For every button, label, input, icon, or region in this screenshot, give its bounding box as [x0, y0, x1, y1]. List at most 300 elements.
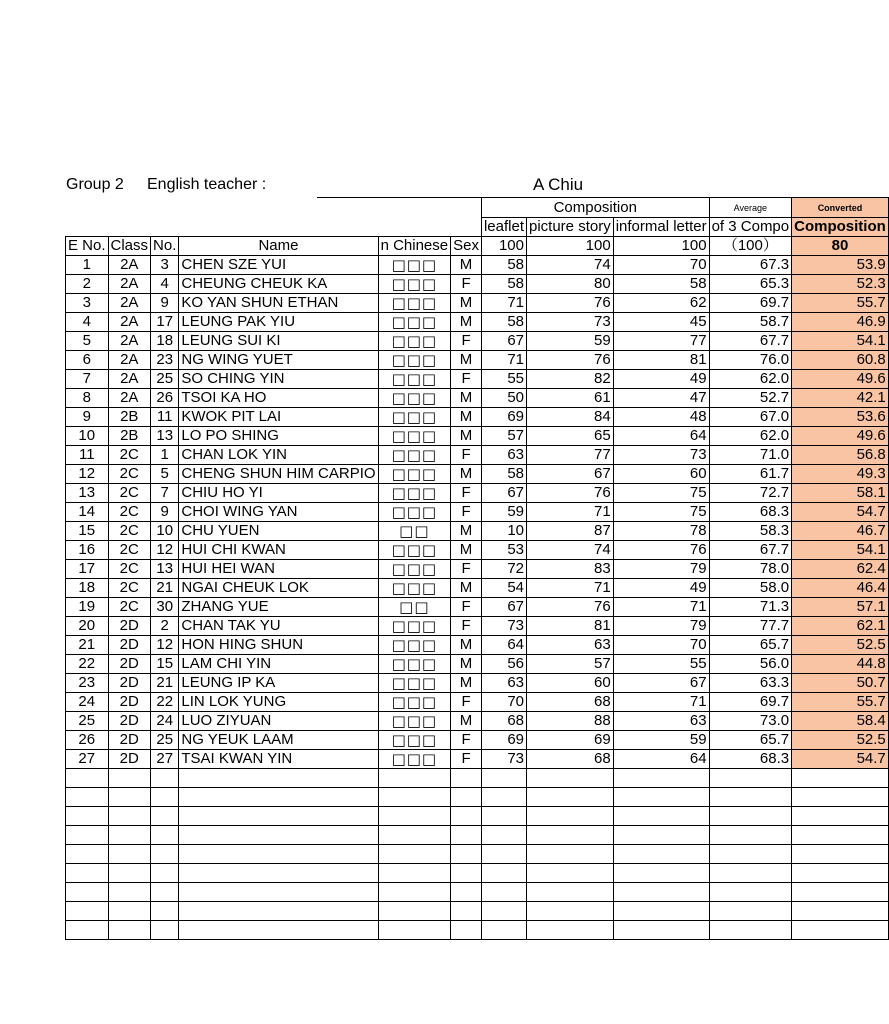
empty-cell [451, 788, 482, 807]
cell-informal-letter: 70 [613, 636, 709, 655]
cell-informal-letter: 75 [613, 503, 709, 522]
cell-average: 58.0 [709, 579, 792, 598]
cell-eno: 7 [66, 370, 109, 389]
cell-eno: 6 [66, 351, 109, 370]
cell-class: 2A [108, 275, 151, 294]
cell-average: 63.3 [709, 674, 792, 693]
cell-average: 78.0 [709, 560, 792, 579]
cell-chinese-name: □□□ [378, 541, 451, 560]
cell-informal-letter: 81 [613, 351, 709, 370]
cell-class: 2D [108, 731, 151, 750]
cell-name: SO CHING YIN [179, 370, 378, 389]
cell-name: NGAI CHEUK LOK [179, 579, 378, 598]
teacher-label: English teacher : [147, 176, 267, 193]
cell-picture-story: 71 [527, 579, 614, 598]
empty-cell [108, 921, 151, 940]
empty-cell [792, 845, 889, 864]
cell-leaflet: 72 [481, 560, 526, 579]
cell-informal-letter: 78 [613, 522, 709, 541]
cell-class: 2A [108, 389, 151, 408]
cell-sex: F [451, 332, 482, 351]
cell-average: 68.3 [709, 503, 792, 522]
cell-leaflet: 70 [481, 693, 526, 712]
cell-class: 2C [108, 503, 151, 522]
cell-chinese-name: □□□ [378, 389, 451, 408]
empty-cell [527, 826, 614, 845]
cell-name: LEUNG IP KA [179, 674, 378, 693]
cell-picture-story: 76 [527, 351, 614, 370]
header-row-1 [66, 198, 889, 218]
empty-cell [378, 826, 451, 845]
cell-name: TSOI KA HO [179, 389, 378, 408]
cell-informal-letter: 75 [613, 484, 709, 503]
empty-cell [108, 902, 151, 921]
cell-sex: M [451, 351, 482, 370]
cell-class: 2D [108, 750, 151, 769]
cell-average: 68.3 [709, 750, 792, 769]
cell-chinese-name: □□□ [378, 465, 451, 484]
cell-informal-letter: 48 [613, 408, 709, 427]
cell-converted: 60.8 [792, 351, 889, 370]
cell-no: 10 [151, 522, 179, 541]
cell-leaflet: 57 [481, 427, 526, 446]
cell-name: ZHANG YUE [179, 598, 378, 617]
cell-informal-letter: 70 [613, 256, 709, 275]
empty-cell [481, 864, 526, 883]
cell-class: 2D [108, 617, 151, 636]
cell-name: HUI CHI KWAN [179, 541, 378, 560]
cell-average: 67.7 [709, 541, 792, 560]
cell-leaflet: 56 [481, 655, 526, 674]
cell-leaflet: 58 [481, 275, 526, 294]
cell-picture-story: 68 [527, 750, 614, 769]
cell-converted: 50.7 [792, 674, 889, 693]
empty-cell [66, 769, 109, 788]
cell-sex: F [451, 503, 482, 522]
cell-converted: 54.1 [792, 332, 889, 351]
cell-class: 2A [108, 256, 151, 275]
cell-name: LIN LOK YUNG [179, 693, 378, 712]
table-row [66, 617, 889, 636]
cell-picture-story: 65 [527, 427, 614, 446]
cell-informal-letter: 60 [613, 465, 709, 484]
empty-cell [108, 807, 151, 826]
teacher-underline [317, 197, 665, 198]
empty-cell [451, 826, 482, 845]
empty-cell [66, 826, 109, 845]
cell-class: 2D [108, 693, 151, 712]
cell-informal-letter: 63 [613, 712, 709, 731]
cell-class: 2A [108, 332, 151, 351]
cell-eno: 2 [66, 275, 109, 294]
empty-cell [451, 902, 482, 921]
picture-story-header: picture story [527, 218, 614, 237]
empty-cell [179, 845, 378, 864]
empty-cell [527, 883, 614, 902]
cell-leaflet: 63 [481, 674, 526, 693]
empty-cell [527, 845, 614, 864]
empty-cell [709, 769, 792, 788]
sheet-title-row [66, 176, 666, 196]
cell-converted: 49.6 [792, 370, 889, 389]
cell-leaflet: 58 [481, 465, 526, 484]
cell-class: 2A [108, 351, 151, 370]
class-header: Class [108, 237, 151, 256]
empty-row [66, 807, 889, 826]
cell-no: 9 [151, 503, 179, 522]
eno-header: E No. [66, 237, 109, 256]
cell-converted: 56.8 [792, 446, 889, 465]
cell-converted: 49.6 [792, 427, 889, 446]
empty-cell [527, 769, 614, 788]
cell-eno: 24 [66, 693, 109, 712]
empty-cell [151, 769, 179, 788]
empty-cell [792, 807, 889, 826]
empty-cell [527, 902, 614, 921]
cell-sex: F [451, 750, 482, 769]
empty-cell [108, 826, 151, 845]
empty-cell [151, 921, 179, 940]
empty-cell [792, 788, 889, 807]
empty-cell [66, 902, 109, 921]
cell-sex: M [451, 674, 482, 693]
picture-story-max: 100 [527, 237, 614, 256]
cell-converted: 52.5 [792, 731, 889, 750]
cell-no: 4 [151, 275, 179, 294]
name-header: Name [179, 237, 378, 256]
cell-converted: 52.3 [792, 275, 889, 294]
cell-sex: M [451, 465, 482, 484]
cell-average: 52.7 [709, 389, 792, 408]
empty-cell [108, 864, 151, 883]
cell-converted: 42.1 [792, 389, 889, 408]
empty-cell [451, 807, 482, 826]
cell-converted: 54.7 [792, 750, 889, 769]
cell-sex: F [451, 731, 482, 750]
cell-leaflet: 53 [481, 541, 526, 560]
cell-no: 17 [151, 313, 179, 332]
cell-chinese-name: □□□ [378, 275, 451, 294]
cell-name: LEUNG PAK YIU [179, 313, 378, 332]
cell-converted: 46.9 [792, 313, 889, 332]
empty-cell [792, 864, 889, 883]
empty-cell [481, 921, 526, 940]
cell-informal-letter: 59 [613, 731, 709, 750]
cell-sex: M [451, 541, 482, 560]
cell-no: 23 [151, 351, 179, 370]
cell-leaflet: 71 [481, 294, 526, 313]
cell-name: CHAN TAK YU [179, 617, 378, 636]
cell-no: 30 [151, 598, 179, 617]
cell-class: 2A [108, 370, 151, 389]
cell-no: 18 [151, 332, 179, 351]
cell-chinese-name: □□□ [378, 579, 451, 598]
cell-chinese-name: □□□ [378, 636, 451, 655]
empty-cell [66, 807, 109, 826]
cell-informal-letter: 71 [613, 693, 709, 712]
cell-converted: 53.9 [792, 256, 889, 275]
cell-converted: 52.5 [792, 636, 889, 655]
table-row [66, 712, 889, 731]
cell-leaflet: 71 [481, 351, 526, 370]
cell-average: 73.0 [709, 712, 792, 731]
cell-eno: 4 [66, 313, 109, 332]
empty-cell [66, 788, 109, 807]
cell-sex: F [451, 693, 482, 712]
table-row [66, 351, 889, 370]
empty-cell [709, 826, 792, 845]
empty-cell [613, 788, 709, 807]
cell-name: NG YEUK LAAM [179, 731, 378, 750]
table-row [66, 370, 889, 389]
converted-max: 80 [792, 237, 889, 256]
table-row [66, 598, 889, 617]
cell-class: 2D [108, 636, 151, 655]
cell-leaflet: 69 [481, 408, 526, 427]
of3compo-header: of 3 Compo [709, 218, 792, 237]
cell-average: 77.7 [709, 617, 792, 636]
empty-cell [481, 883, 526, 902]
empty-cell [378, 902, 451, 921]
cell-picture-story: 60 [527, 674, 614, 693]
cell-informal-letter: 49 [613, 579, 709, 598]
empty-row [66, 788, 889, 807]
cell-class: 2D [108, 674, 151, 693]
average-max: （100） [709, 237, 792, 256]
empty-cell [481, 845, 526, 864]
cell-chinese-name: □□□ [378, 370, 451, 389]
cell-chinese-name: □□□ [378, 503, 451, 522]
table-row [66, 465, 889, 484]
cell-eno: 9 [66, 408, 109, 427]
cell-class: 2C [108, 465, 151, 484]
empty-cell [709, 845, 792, 864]
cell-no: 21 [151, 674, 179, 693]
cell-name: HON HING SHUN [179, 636, 378, 655]
table-row [66, 484, 889, 503]
cell-no: 7 [151, 484, 179, 503]
cell-converted: 54.7 [792, 503, 889, 522]
cell-average: 67.3 [709, 256, 792, 275]
cell-no: 25 [151, 370, 179, 389]
cell-leaflet: 59 [481, 503, 526, 522]
table-row [66, 294, 889, 313]
cell-eno: 3 [66, 294, 109, 313]
cell-average: 76.0 [709, 351, 792, 370]
table-row [66, 541, 889, 560]
empty-row [66, 883, 889, 902]
empty-cell [451, 845, 482, 864]
cell-informal-letter: 64 [613, 750, 709, 769]
cell-leaflet: 50 [481, 389, 526, 408]
empty-cell [179, 864, 378, 883]
cell-no: 11 [151, 408, 179, 427]
cell-name: CHEN SZE YUI [179, 256, 378, 275]
informal-letter-max: 100 [613, 237, 709, 256]
cell-chinese-name: □□□ [378, 294, 451, 313]
empty-cell [378, 864, 451, 883]
cell-informal-letter: 45 [613, 313, 709, 332]
empty-cell [481, 769, 526, 788]
empty-cell [151, 807, 179, 826]
cell-sex: M [451, 655, 482, 674]
cell-average: 62.0 [709, 427, 792, 446]
cell-name: NG WING YUET [179, 351, 378, 370]
empty-cell [378, 807, 451, 826]
cell-picture-story: 76 [527, 484, 614, 503]
cell-eno: 23 [66, 674, 109, 693]
cell-sex: M [451, 256, 482, 275]
empty-cell [613, 883, 709, 902]
cell-eno: 14 [66, 503, 109, 522]
cell-leaflet: 73 [481, 750, 526, 769]
cell-sex: M [451, 636, 482, 655]
cell-class: 2C [108, 541, 151, 560]
cell-chinese-name: □□□ [378, 408, 451, 427]
cell-eno: 15 [66, 522, 109, 541]
cell-no: 27 [151, 750, 179, 769]
table-row [66, 503, 889, 522]
cell-name: LO PO SHING [179, 427, 378, 446]
cell-chinese-name: □□□ [378, 560, 451, 579]
cell-class: 2B [108, 408, 151, 427]
cell-picture-story: 80 [527, 275, 614, 294]
cell-leaflet: 73 [481, 617, 526, 636]
cell-converted: 58.4 [792, 712, 889, 731]
cell-informal-letter: 73 [613, 446, 709, 465]
cell-chinese-name: □□□ [378, 693, 451, 712]
table-row [66, 389, 889, 408]
cell-converted: 62.1 [792, 617, 889, 636]
cell-sex: M [451, 294, 482, 313]
cell-informal-letter: 47 [613, 389, 709, 408]
average-group-header: Average [709, 198, 792, 218]
cell-picture-story: 76 [527, 294, 614, 313]
cell-picture-story: 63 [527, 636, 614, 655]
empty-cell [613, 921, 709, 940]
cell-no: 9 [151, 294, 179, 313]
cell-leaflet: 55 [481, 370, 526, 389]
cell-leaflet: 67 [481, 332, 526, 351]
empty-row [66, 845, 889, 864]
table-row [66, 655, 889, 674]
cell-average: 58.7 [709, 313, 792, 332]
cell-informal-letter: 58 [613, 275, 709, 294]
cell-class: 2A [108, 294, 151, 313]
cell-picture-story: 87 [527, 522, 614, 541]
cell-no: 21 [151, 579, 179, 598]
cell-name: LAM CHI YIN [179, 655, 378, 674]
empty-cell [613, 902, 709, 921]
cell-name: CHAN LOK YIN [179, 446, 378, 465]
cell-average: 56.0 [709, 655, 792, 674]
cell-picture-story: 77 [527, 446, 614, 465]
cell-eno: 17 [66, 560, 109, 579]
cell-name: HUI HEI WAN [179, 560, 378, 579]
cell-eno: 21 [66, 636, 109, 655]
cell-sex: F [451, 560, 482, 579]
cell-class: 2A [108, 313, 151, 332]
cell-chinese-name: □□□ [378, 332, 451, 351]
empty-cell [613, 864, 709, 883]
cell-chinese-name: □□□ [378, 313, 451, 332]
cell-picture-story: 71 [527, 503, 614, 522]
cell-sex: M [451, 389, 482, 408]
cell-chinese-name: □□□ [378, 427, 451, 446]
empty-cell [792, 921, 889, 940]
cell-leaflet: 58 [481, 313, 526, 332]
cell-name: CHEUNG CHEUK KA [179, 275, 378, 294]
table-row [66, 522, 889, 541]
table-row [66, 275, 889, 294]
table-row [66, 408, 889, 427]
cell-class: 2C [108, 560, 151, 579]
empty-cell [613, 826, 709, 845]
empty-cell [108, 883, 151, 902]
empty-cell [108, 769, 151, 788]
cell-informal-letter: 67 [613, 674, 709, 693]
cell-leaflet: 58 [481, 256, 526, 275]
empty-cell [179, 902, 378, 921]
cell-leaflet: 10 [481, 522, 526, 541]
cell-chinese-name: □□□ [378, 484, 451, 503]
cell-no: 3 [151, 256, 179, 275]
cell-converted: 44.8 [792, 655, 889, 674]
empty-cell [451, 769, 482, 788]
cell-informal-letter: 79 [613, 617, 709, 636]
cell-name: KO YAN SHUN ETHAN [179, 294, 378, 313]
cell-leaflet: 63 [481, 446, 526, 465]
empty-cell [709, 788, 792, 807]
empty-cell [66, 921, 109, 940]
empty-cell [527, 864, 614, 883]
empty-cell [151, 826, 179, 845]
cell-sex: M [451, 712, 482, 731]
header-row-2 [66, 218, 889, 237]
cell-sex: M [451, 522, 482, 541]
empty-cell [709, 864, 792, 883]
empty-cell [481, 902, 526, 921]
empty-cell [481, 826, 526, 845]
cell-leaflet: 67 [481, 598, 526, 617]
empty-cell [179, 769, 378, 788]
cell-eno: 22 [66, 655, 109, 674]
cell-no: 15 [151, 655, 179, 674]
empty-cell [709, 807, 792, 826]
cell-chinese-name: □□□ [378, 256, 451, 275]
empty-row [66, 769, 889, 788]
empty-cell [179, 788, 378, 807]
empty-cell [66, 883, 109, 902]
cell-chinese-name: □□ [378, 598, 451, 617]
cell-picture-story: 83 [527, 560, 614, 579]
group-label: Group 2 [66, 176, 124, 193]
cell-leaflet: 64 [481, 636, 526, 655]
empty-row [66, 864, 889, 883]
empty-cell [709, 921, 792, 940]
cell-eno: 1 [66, 256, 109, 275]
cell-eno: 12 [66, 465, 109, 484]
cell-converted: 62.4 [792, 560, 889, 579]
cell-converted: 55.7 [792, 693, 889, 712]
cell-name: CHIU HO YI [179, 484, 378, 503]
cell-sex: F [451, 446, 482, 465]
cell-name: TSAI KWAN YIN [179, 750, 378, 769]
cell-name: CHOI WING YAN [179, 503, 378, 522]
cell-no: 1 [151, 446, 179, 465]
converted-group-header: Converted [792, 198, 889, 218]
cell-picture-story: 74 [527, 256, 614, 275]
